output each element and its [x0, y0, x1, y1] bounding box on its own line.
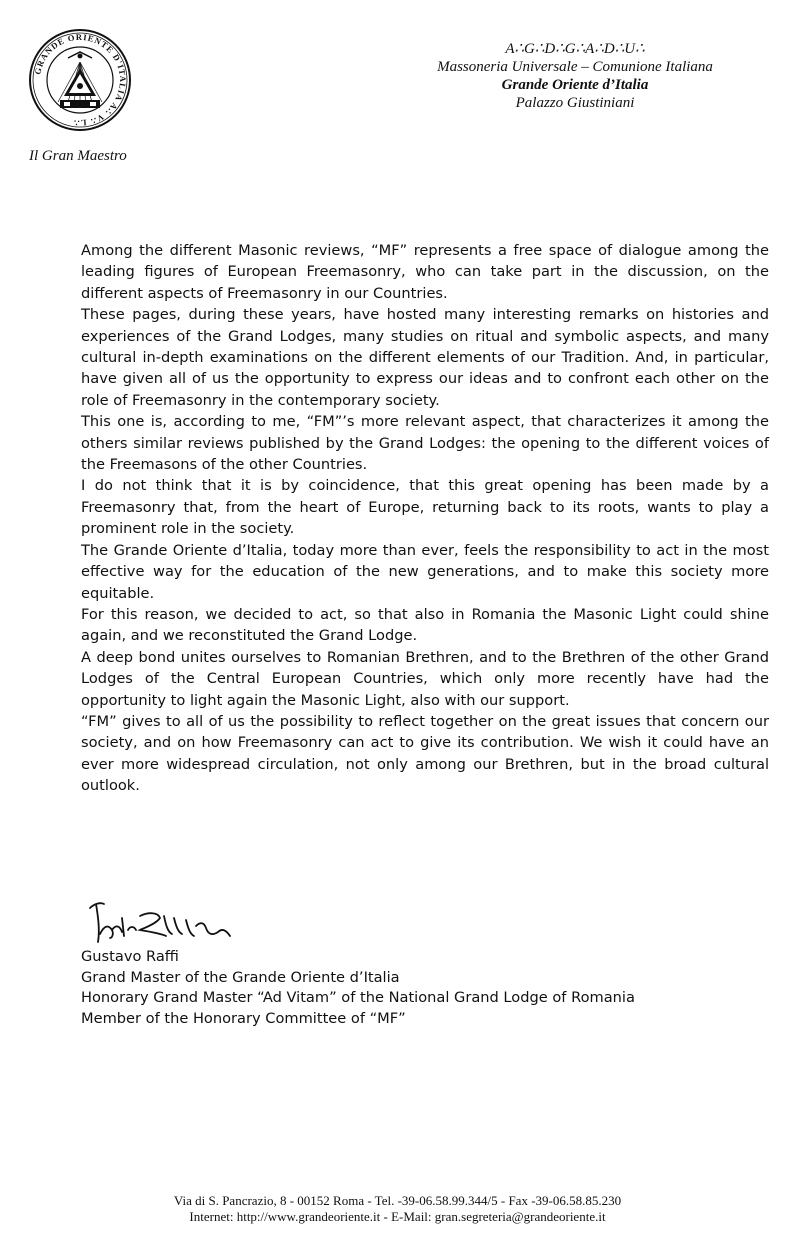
svg-text:GRANDE ORIENTE D'ITALIA A∴ V∴: GRANDE ORIENTE D'ITALIA A∴ V∴ L∴ — [32, 31, 129, 129]
paragraph: For this reason, we decided to act, so that also in Romania the Masonic Light could shine again, and we reconstituted the Grand Lodge. — [81, 605, 769, 645]
signatory-name: Gustavo Raffi — [81, 948, 179, 965]
paragraph: The Grande Oriente d’Italia, today more than ever, feels the responsibility to act in the most effective way for the education of the new generations, and to make this society more equitable. — [81, 541, 769, 602]
paragraph: “FM” gives to all of us the possibility to reflect together on the great issues that concern our society, and on how Freemasonry can act to give its contribution. We wish it could have an ever more widespread circulation, not only among our Brethren, but in the broad cultural outlook. — [81, 712, 769, 795]
letterhead-palace: Palazzo Giustiniani — [515, 95, 635, 111]
paragraph: Among the different Masonic reviews, “MF” represents a free space of dialogue among the leading figures of European Freemasonry, who can take part in the discussion, on the different aspects of Freemasonry in our Countries. — [81, 242, 769, 302]
signatory-title: Grand Master of the Grande Oriente d’Italia — [81, 968, 400, 986]
role-label: Il Gran Maestro — [29, 148, 127, 164]
letter-footer — [0, 1193, 795, 1225]
paragraph: These pages, during these years, have hosted many interesting remarks on histories and experiences of the Grand Lodges, many studies on ritual and symbolic aspects, and many cultural in-depth examinations on the different elements of our Tradition. And, in particular, have given all of us the opportunity to express our ideas and to confront each other on the role of Freemasonry in the contemporary society. — [81, 306, 769, 409]
letterhead-organization: Massoneria Universale – Comunione Italiana — [437, 59, 713, 75]
paragraph: A deep bond unites ourselves to Romanian Brethren, and to the Brethren of the other Grand Lodges of the Central European Countries, which only more recently have had the opportunity to light again the Masonic Light, also with our support. — [81, 648, 769, 709]
footer-address: Via di S. Pancrazio, 8 - 00152 Roma - Tel. -39-06.58.99.344/5 - Fax -39-06.58.85.230 — [173, 1193, 622, 1208]
handwritten-signature — [82, 896, 242, 952]
letterhead-grand-orient: Grande Oriente d’Italia — [501, 77, 649, 93]
letterhead-acronym: A∴G∴D∴G∴A∴D∴U∴ — [505, 41, 645, 57]
signatory-title: Honorary Grand Master “Ad Vitam” of the National Grand Lodge of Romania — [81, 989, 635, 1006]
letterhead — [395, 40, 755, 112]
letter-body — [81, 240, 769, 797]
signatory-title: Member of the Honorary Committee of “MF” — [81, 1009, 406, 1027]
paragraph: This one is, according to me, “FM”’s more relevant aspect, that characterizes it among the others similar reviews published by the Grand Lodges: the opening to the different voices of the Freemasons of the other Countries. — [81, 413, 769, 474]
paragraph: I do not think that it is by coincidence, that this great opening has been made by a Freemasonry that, from the heart of Europe, returning back to its roots, wants to play a prominent role in the society. — [81, 477, 769, 538]
footer-contacts: Internet: http://www.grandeoriente.it - E-Mail: gran.segreteria@grandeoriente.it — [189, 1209, 606, 1224]
signature-block — [81, 947, 635, 1029]
grand-orient-seal-logo — [28, 28, 132, 132]
